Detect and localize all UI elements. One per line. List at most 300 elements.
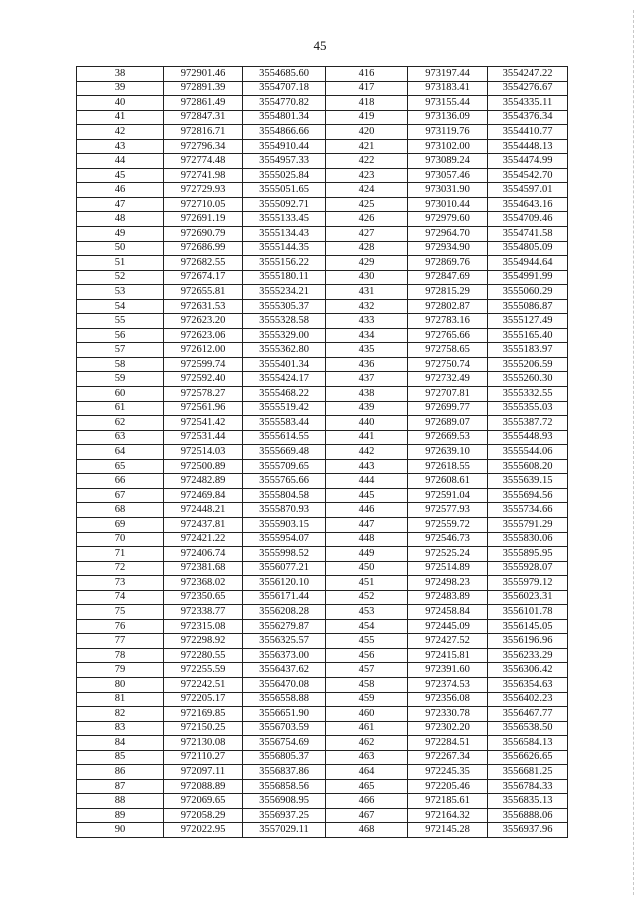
y-coordinate-left-cell: 3555765.66 bbox=[243, 474, 326, 489]
point-number-right-cell: 449 bbox=[326, 547, 408, 562]
table-row bbox=[77, 677, 568, 692]
point-number-left-cell: 61 bbox=[77, 401, 164, 416]
point-number-left-cell: 80 bbox=[77, 677, 164, 692]
x-coordinate-left-cell: 972682.55 bbox=[164, 256, 243, 271]
x-coordinate-right-cell: 972669.53 bbox=[408, 430, 488, 445]
y-coordinate-right-cell: 3554247.22 bbox=[488, 67, 568, 82]
x-coordinate-right-cell: 972979.60 bbox=[408, 212, 488, 227]
y-coordinate-right-cell: 3556681.25 bbox=[488, 765, 568, 780]
x-coordinate-right-cell: 973119.76 bbox=[408, 125, 488, 140]
table-row bbox=[77, 183, 568, 198]
point-number-right-cell: 420 bbox=[326, 125, 408, 140]
x-coordinate-right-cell: 973155.44 bbox=[408, 96, 488, 111]
point-number-left-cell: 55 bbox=[77, 314, 164, 329]
y-coordinate-right-cell: 3554597.01 bbox=[488, 183, 568, 198]
table-row bbox=[77, 343, 568, 358]
point-number-left-cell: 74 bbox=[77, 590, 164, 605]
x-coordinate-left-cell: 972097.11 bbox=[164, 765, 243, 780]
x-coordinate-left-cell: 972710.05 bbox=[164, 197, 243, 212]
x-coordinate-left-cell: 972612.00 bbox=[164, 343, 243, 358]
table-row bbox=[77, 139, 568, 154]
table-row bbox=[77, 110, 568, 125]
point-number-right-cell: 436 bbox=[326, 357, 408, 372]
point-number-right-cell: 445 bbox=[326, 488, 408, 503]
y-coordinate-left-cell: 3555134.43 bbox=[243, 227, 326, 242]
y-coordinate-right-cell: 3556937.96 bbox=[488, 823, 568, 838]
coordinates-table-body bbox=[77, 67, 568, 838]
table-row bbox=[77, 314, 568, 329]
point-number-left-cell: 58 bbox=[77, 357, 164, 372]
x-coordinate-left-cell: 972088.89 bbox=[164, 779, 243, 794]
point-number-left-cell: 86 bbox=[77, 765, 164, 780]
coordinates-table bbox=[76, 66, 568, 838]
point-number-right-cell: 465 bbox=[326, 779, 408, 794]
y-coordinate-left-cell: 3554770.82 bbox=[243, 96, 326, 111]
x-coordinate-left-cell: 972448.21 bbox=[164, 503, 243, 518]
x-coordinate-right-cell: 972765.66 bbox=[408, 328, 488, 343]
point-number-left-cell: 48 bbox=[77, 212, 164, 227]
x-coordinate-left-cell: 972500.89 bbox=[164, 459, 243, 474]
x-coordinate-left-cell: 972631.53 bbox=[164, 299, 243, 314]
x-coordinate-right-cell: 972934.90 bbox=[408, 241, 488, 256]
y-coordinate-right-cell: 3555183.97 bbox=[488, 343, 568, 358]
x-coordinate-left-cell: 972169.85 bbox=[164, 707, 243, 722]
point-number-right-cell: 424 bbox=[326, 183, 408, 198]
x-coordinate-left-cell: 972691.19 bbox=[164, 212, 243, 227]
point-number-left-cell: 87 bbox=[77, 779, 164, 794]
x-coordinate-right-cell: 973183.41 bbox=[408, 81, 488, 96]
y-coordinate-right-cell: 3556402.23 bbox=[488, 692, 568, 707]
point-number-left-cell: 85 bbox=[77, 750, 164, 765]
point-number-right-cell: 461 bbox=[326, 721, 408, 736]
x-coordinate-right-cell: 972591.04 bbox=[408, 488, 488, 503]
point-number-right-cell: 466 bbox=[326, 794, 408, 809]
y-coordinate-left-cell: 3555669.48 bbox=[243, 445, 326, 460]
x-coordinate-left-cell: 972592.40 bbox=[164, 372, 243, 387]
y-coordinate-right-cell: 3555127.49 bbox=[488, 314, 568, 329]
x-coordinate-right-cell: 972559.72 bbox=[408, 517, 488, 532]
y-coordinate-left-cell: 3556208.28 bbox=[243, 605, 326, 620]
table-row bbox=[77, 125, 568, 140]
point-number-right-cell: 448 bbox=[326, 532, 408, 547]
y-coordinate-right-cell: 3554448.13 bbox=[488, 139, 568, 154]
table-row bbox=[77, 576, 568, 591]
y-coordinate-right-cell: 3554542.70 bbox=[488, 168, 568, 183]
point-number-right-cell: 444 bbox=[326, 474, 408, 489]
table-row bbox=[77, 503, 568, 518]
y-coordinate-right-cell: 3554474.99 bbox=[488, 154, 568, 169]
point-number-left-cell: 41 bbox=[77, 110, 164, 125]
y-coordinate-right-cell: 3555206.59 bbox=[488, 357, 568, 372]
table-row bbox=[77, 445, 568, 460]
y-coordinate-right-cell: 3555928.07 bbox=[488, 561, 568, 576]
point-number-left-cell: 63 bbox=[77, 430, 164, 445]
x-coordinate-left-cell: 972796.34 bbox=[164, 139, 243, 154]
table-row bbox=[77, 81, 568, 96]
y-coordinate-left-cell: 3556805.37 bbox=[243, 750, 326, 765]
y-coordinate-right-cell: 3555830.06 bbox=[488, 532, 568, 547]
x-coordinate-right-cell: 972964.70 bbox=[408, 227, 488, 242]
y-coordinate-right-cell: 3555060.29 bbox=[488, 285, 568, 300]
table-row bbox=[77, 212, 568, 227]
y-coordinate-left-cell: 3555180.11 bbox=[243, 270, 326, 285]
table-row bbox=[77, 67, 568, 82]
y-coordinate-right-cell: 3556784.33 bbox=[488, 779, 568, 794]
point-number-right-cell: 417 bbox=[326, 81, 408, 96]
x-coordinate-left-cell: 972729.93 bbox=[164, 183, 243, 198]
y-coordinate-left-cell: 3555424.17 bbox=[243, 372, 326, 387]
table-row bbox=[77, 299, 568, 314]
x-coordinate-right-cell: 972356.08 bbox=[408, 692, 488, 707]
table-row bbox=[77, 707, 568, 722]
x-coordinate-left-cell: 972741.98 bbox=[164, 168, 243, 183]
point-number-right-cell: 426 bbox=[326, 212, 408, 227]
y-coordinate-left-cell: 3555362.80 bbox=[243, 343, 326, 358]
table-row bbox=[77, 357, 568, 372]
x-coordinate-left-cell: 972338.77 bbox=[164, 605, 243, 620]
table-row bbox=[77, 168, 568, 183]
point-number-right-cell: 452 bbox=[326, 590, 408, 605]
point-number-left-cell: 46 bbox=[77, 183, 164, 198]
y-coordinate-right-cell: 3554944.64 bbox=[488, 256, 568, 271]
point-number-right-cell: 431 bbox=[326, 285, 408, 300]
x-coordinate-right-cell: 972802.87 bbox=[408, 299, 488, 314]
x-coordinate-left-cell: 972242.51 bbox=[164, 677, 243, 692]
point-number-right-cell: 432 bbox=[326, 299, 408, 314]
table-row bbox=[77, 474, 568, 489]
x-coordinate-right-cell: 973136.09 bbox=[408, 110, 488, 125]
x-coordinate-left-cell: 972022.95 bbox=[164, 823, 243, 838]
x-coordinate-left-cell: 972514.03 bbox=[164, 445, 243, 460]
point-number-left-cell: 66 bbox=[77, 474, 164, 489]
point-number-left-cell: 52 bbox=[77, 270, 164, 285]
point-number-left-cell: 90 bbox=[77, 823, 164, 838]
x-coordinate-right-cell: 973031.90 bbox=[408, 183, 488, 198]
y-coordinate-left-cell: 3555051.65 bbox=[243, 183, 326, 198]
point-number-left-cell: 47 bbox=[77, 197, 164, 212]
table-row bbox=[77, 256, 568, 271]
y-coordinate-left-cell: 3555804.58 bbox=[243, 488, 326, 503]
x-coordinate-left-cell: 972674.17 bbox=[164, 270, 243, 285]
x-coordinate-left-cell: 972130.08 bbox=[164, 736, 243, 751]
y-coordinate-right-cell: 3555387.72 bbox=[488, 416, 568, 431]
point-number-right-cell: 430 bbox=[326, 270, 408, 285]
x-coordinate-left-cell: 972058.29 bbox=[164, 808, 243, 823]
y-coordinate-left-cell: 3556558.88 bbox=[243, 692, 326, 707]
y-coordinate-left-cell: 3556077.21 bbox=[243, 561, 326, 576]
x-coordinate-left-cell: 972561.96 bbox=[164, 401, 243, 416]
y-coordinate-left-cell: 3556937.25 bbox=[243, 808, 326, 823]
y-coordinate-left-cell: 3555583.44 bbox=[243, 416, 326, 431]
table-row bbox=[77, 285, 568, 300]
y-coordinate-left-cell: 3556437.62 bbox=[243, 663, 326, 678]
x-coordinate-left-cell: 972578.27 bbox=[164, 387, 243, 402]
point-number-left-cell: 79 bbox=[77, 663, 164, 678]
point-number-right-cell: 443 bbox=[326, 459, 408, 474]
point-number-left-cell: 59 bbox=[77, 372, 164, 387]
x-coordinate-right-cell: 972514.89 bbox=[408, 561, 488, 576]
point-number-left-cell: 51 bbox=[77, 256, 164, 271]
point-number-right-cell: 434 bbox=[326, 328, 408, 343]
point-number-left-cell: 84 bbox=[77, 736, 164, 751]
point-number-left-cell: 49 bbox=[77, 227, 164, 242]
point-number-right-cell: 425 bbox=[326, 197, 408, 212]
point-number-right-cell: 438 bbox=[326, 387, 408, 402]
y-coordinate-right-cell: 3556835.13 bbox=[488, 794, 568, 809]
point-number-right-cell: 468 bbox=[326, 823, 408, 838]
y-coordinate-left-cell: 3555092.71 bbox=[243, 197, 326, 212]
y-coordinate-right-cell: 3555544.06 bbox=[488, 445, 568, 460]
table-row bbox=[77, 517, 568, 532]
y-coordinate-right-cell: 3554276.67 bbox=[488, 81, 568, 96]
y-coordinate-left-cell: 3556171.44 bbox=[243, 590, 326, 605]
y-coordinate-left-cell: 3556470.08 bbox=[243, 677, 326, 692]
y-coordinate-left-cell: 3556703.59 bbox=[243, 721, 326, 736]
y-coordinate-left-cell: 3555998.52 bbox=[243, 547, 326, 562]
x-coordinate-right-cell: 972245.35 bbox=[408, 765, 488, 780]
y-coordinate-right-cell: 3556584.13 bbox=[488, 736, 568, 751]
point-number-left-cell: 43 bbox=[77, 139, 164, 154]
table-row bbox=[77, 387, 568, 402]
y-coordinate-right-cell: 3554376.34 bbox=[488, 110, 568, 125]
point-number-left-cell: 50 bbox=[77, 241, 164, 256]
x-coordinate-right-cell: 972847.69 bbox=[408, 270, 488, 285]
x-coordinate-left-cell: 972406.74 bbox=[164, 547, 243, 562]
x-coordinate-right-cell: 973102.00 bbox=[408, 139, 488, 154]
point-number-right-cell: 462 bbox=[326, 736, 408, 751]
point-number-right-cell: 464 bbox=[326, 765, 408, 780]
x-coordinate-right-cell: 972639.10 bbox=[408, 445, 488, 460]
table-row bbox=[77, 270, 568, 285]
x-coordinate-right-cell: 972302.20 bbox=[408, 721, 488, 736]
y-coordinate-right-cell: 3555895.95 bbox=[488, 547, 568, 562]
scan-edge-marks bbox=[631, 10, 634, 895]
table-row bbox=[77, 808, 568, 823]
x-coordinate-right-cell: 972815.29 bbox=[408, 285, 488, 300]
table-row bbox=[77, 765, 568, 780]
x-coordinate-left-cell: 972847.31 bbox=[164, 110, 243, 125]
y-coordinate-left-cell: 3555156.22 bbox=[243, 256, 326, 271]
x-coordinate-left-cell: 972381.68 bbox=[164, 561, 243, 576]
x-coordinate-left-cell: 972255.59 bbox=[164, 663, 243, 678]
y-coordinate-left-cell: 3557029.11 bbox=[243, 823, 326, 838]
point-number-left-cell: 45 bbox=[77, 168, 164, 183]
x-coordinate-right-cell: 972145.28 bbox=[408, 823, 488, 838]
x-coordinate-right-cell: 972391.60 bbox=[408, 663, 488, 678]
point-number-right-cell: 447 bbox=[326, 517, 408, 532]
point-number-right-cell: 428 bbox=[326, 241, 408, 256]
x-coordinate-left-cell: 972816.71 bbox=[164, 125, 243, 140]
y-coordinate-left-cell: 3556908.95 bbox=[243, 794, 326, 809]
point-number-right-cell: 419 bbox=[326, 110, 408, 125]
x-coordinate-right-cell: 972608.61 bbox=[408, 474, 488, 489]
table-row bbox=[77, 416, 568, 431]
x-coordinate-right-cell: 972267.34 bbox=[408, 750, 488, 765]
y-coordinate-right-cell: 3555260.30 bbox=[488, 372, 568, 387]
point-number-left-cell: 67 bbox=[77, 488, 164, 503]
y-coordinate-left-cell: 3556754.69 bbox=[243, 736, 326, 751]
table-row bbox=[77, 197, 568, 212]
y-coordinate-left-cell: 3555025.84 bbox=[243, 168, 326, 183]
y-coordinate-left-cell: 3555614.55 bbox=[243, 430, 326, 445]
table-row bbox=[77, 750, 568, 765]
y-coordinate-right-cell: 3554741.58 bbox=[488, 227, 568, 242]
x-coordinate-right-cell: 972732.49 bbox=[408, 372, 488, 387]
y-coordinate-right-cell: 3554991.99 bbox=[488, 270, 568, 285]
y-coordinate-right-cell: 3556023.31 bbox=[488, 590, 568, 605]
point-number-right-cell: 439 bbox=[326, 401, 408, 416]
point-number-right-cell: 441 bbox=[326, 430, 408, 445]
y-coordinate-right-cell: 3556888.06 bbox=[488, 808, 568, 823]
point-number-right-cell: 459 bbox=[326, 692, 408, 707]
x-coordinate-right-cell: 972699.77 bbox=[408, 401, 488, 416]
y-coordinate-left-cell: 3555709.65 bbox=[243, 459, 326, 474]
point-number-right-cell: 435 bbox=[326, 343, 408, 358]
y-coordinate-left-cell: 3556279.87 bbox=[243, 619, 326, 634]
point-number-right-cell: 423 bbox=[326, 168, 408, 183]
y-coordinate-right-cell: 3556145.05 bbox=[488, 619, 568, 634]
x-coordinate-left-cell: 972599.74 bbox=[164, 357, 243, 372]
point-number-left-cell: 62 bbox=[77, 416, 164, 431]
y-coordinate-right-cell: 3556196.96 bbox=[488, 634, 568, 649]
point-number-right-cell: 458 bbox=[326, 677, 408, 692]
x-coordinate-right-cell: 973197.44 bbox=[408, 67, 488, 82]
x-coordinate-left-cell: 972774.48 bbox=[164, 154, 243, 169]
point-number-left-cell: 83 bbox=[77, 721, 164, 736]
table-row bbox=[77, 619, 568, 634]
x-coordinate-right-cell: 972618.55 bbox=[408, 459, 488, 474]
y-coordinate-right-cell: 3554643.16 bbox=[488, 197, 568, 212]
point-number-right-cell: 418 bbox=[326, 96, 408, 111]
point-number-left-cell: 53 bbox=[77, 285, 164, 300]
x-coordinate-right-cell: 972374.53 bbox=[408, 677, 488, 692]
y-coordinate-left-cell: 3554707.18 bbox=[243, 81, 326, 96]
point-number-left-cell: 40 bbox=[77, 96, 164, 111]
y-coordinate-left-cell: 3555870.93 bbox=[243, 503, 326, 518]
x-coordinate-right-cell: 973089.24 bbox=[408, 154, 488, 169]
point-number-left-cell: 78 bbox=[77, 648, 164, 663]
x-coordinate-right-cell: 972415.81 bbox=[408, 648, 488, 663]
x-coordinate-right-cell: 972498.23 bbox=[408, 576, 488, 591]
x-coordinate-right-cell: 972689.07 bbox=[408, 416, 488, 431]
y-coordinate-right-cell: 3556306.42 bbox=[488, 663, 568, 678]
point-number-left-cell: 42 bbox=[77, 125, 164, 140]
table-row bbox=[77, 401, 568, 416]
point-number-left-cell: 88 bbox=[77, 794, 164, 809]
point-number-left-cell: 75 bbox=[77, 605, 164, 620]
point-number-right-cell: 463 bbox=[326, 750, 408, 765]
point-number-left-cell: 39 bbox=[77, 81, 164, 96]
y-coordinate-right-cell: 3555086.87 bbox=[488, 299, 568, 314]
point-number-left-cell: 65 bbox=[77, 459, 164, 474]
y-coordinate-left-cell: 3555329.00 bbox=[243, 328, 326, 343]
x-coordinate-right-cell: 972164.32 bbox=[408, 808, 488, 823]
table-row bbox=[77, 459, 568, 474]
table-row bbox=[77, 692, 568, 707]
point-number-right-cell: 467 bbox=[326, 808, 408, 823]
table-row bbox=[77, 605, 568, 620]
y-coordinate-right-cell: 3555608.20 bbox=[488, 459, 568, 474]
point-number-right-cell: 454 bbox=[326, 619, 408, 634]
y-coordinate-right-cell: 3554805.09 bbox=[488, 241, 568, 256]
x-coordinate-right-cell: 972783.16 bbox=[408, 314, 488, 329]
point-number-left-cell: 44 bbox=[77, 154, 164, 169]
x-coordinate-right-cell: 972525.24 bbox=[408, 547, 488, 562]
x-coordinate-left-cell: 972368.02 bbox=[164, 576, 243, 591]
y-coordinate-right-cell: 3556626.65 bbox=[488, 750, 568, 765]
x-coordinate-right-cell: 972458.84 bbox=[408, 605, 488, 620]
point-number-right-cell: 451 bbox=[326, 576, 408, 591]
x-coordinate-left-cell: 972421.22 bbox=[164, 532, 243, 547]
point-number-left-cell: 54 bbox=[77, 299, 164, 314]
table-row bbox=[77, 634, 568, 649]
y-coordinate-right-cell: 3555355.03 bbox=[488, 401, 568, 416]
y-coordinate-right-cell: 3554709.46 bbox=[488, 212, 568, 227]
y-coordinate-left-cell: 3554957.33 bbox=[243, 154, 326, 169]
point-number-right-cell: 433 bbox=[326, 314, 408, 329]
point-number-left-cell: 77 bbox=[77, 634, 164, 649]
point-number-right-cell: 437 bbox=[326, 372, 408, 387]
x-coordinate-right-cell: 972284.51 bbox=[408, 736, 488, 751]
x-coordinate-left-cell: 972110.27 bbox=[164, 750, 243, 765]
y-coordinate-left-cell: 3554685.60 bbox=[243, 67, 326, 82]
table-row bbox=[77, 648, 568, 663]
point-number-left-cell: 71 bbox=[77, 547, 164, 562]
table-row bbox=[77, 663, 568, 678]
point-number-right-cell: 456 bbox=[326, 648, 408, 663]
point-number-right-cell: 427 bbox=[326, 227, 408, 242]
page-number: 45 bbox=[313, 38, 327, 53]
point-number-right-cell: 440 bbox=[326, 416, 408, 431]
x-coordinate-right-cell: 972577.93 bbox=[408, 503, 488, 518]
y-coordinate-right-cell: 3554410.77 bbox=[488, 125, 568, 140]
table-row bbox=[77, 823, 568, 838]
y-coordinate-right-cell: 3555332.55 bbox=[488, 387, 568, 402]
x-coordinate-right-cell: 972445.09 bbox=[408, 619, 488, 634]
x-coordinate-left-cell: 972298.92 bbox=[164, 634, 243, 649]
x-coordinate-right-cell: 972205.46 bbox=[408, 779, 488, 794]
point-number-left-cell: 56 bbox=[77, 328, 164, 343]
y-coordinate-right-cell: 3555791.29 bbox=[488, 517, 568, 532]
x-coordinate-left-cell: 972655.81 bbox=[164, 285, 243, 300]
table-row bbox=[77, 430, 568, 445]
y-coordinate-left-cell: 3556373.00 bbox=[243, 648, 326, 663]
x-coordinate-right-cell: 972185.61 bbox=[408, 794, 488, 809]
y-coordinate-left-cell: 3556120.10 bbox=[243, 576, 326, 591]
y-coordinate-left-cell: 3555519.42 bbox=[243, 401, 326, 416]
table-row bbox=[77, 794, 568, 809]
table-row bbox=[77, 736, 568, 751]
point-number-right-cell: 453 bbox=[326, 605, 408, 620]
x-coordinate-left-cell: 972861.49 bbox=[164, 96, 243, 111]
x-coordinate-left-cell: 972205.17 bbox=[164, 692, 243, 707]
table-row bbox=[77, 779, 568, 794]
point-number-right-cell: 416 bbox=[326, 67, 408, 82]
y-coordinate-left-cell: 3555954.07 bbox=[243, 532, 326, 547]
x-coordinate-right-cell: 972483.89 bbox=[408, 590, 488, 605]
table-row bbox=[77, 372, 568, 387]
y-coordinate-left-cell: 3556325.57 bbox=[243, 634, 326, 649]
y-coordinate-right-cell: 3556354.63 bbox=[488, 677, 568, 692]
y-coordinate-right-cell: 3555448.93 bbox=[488, 430, 568, 445]
y-coordinate-left-cell: 3554801.34 bbox=[243, 110, 326, 125]
y-coordinate-left-cell: 3555468.22 bbox=[243, 387, 326, 402]
y-coordinate-right-cell: 3556538.50 bbox=[488, 721, 568, 736]
y-coordinate-left-cell: 3555234.21 bbox=[243, 285, 326, 300]
point-number-right-cell: 442 bbox=[326, 445, 408, 460]
x-coordinate-left-cell: 972482.89 bbox=[164, 474, 243, 489]
table-row bbox=[77, 154, 568, 169]
